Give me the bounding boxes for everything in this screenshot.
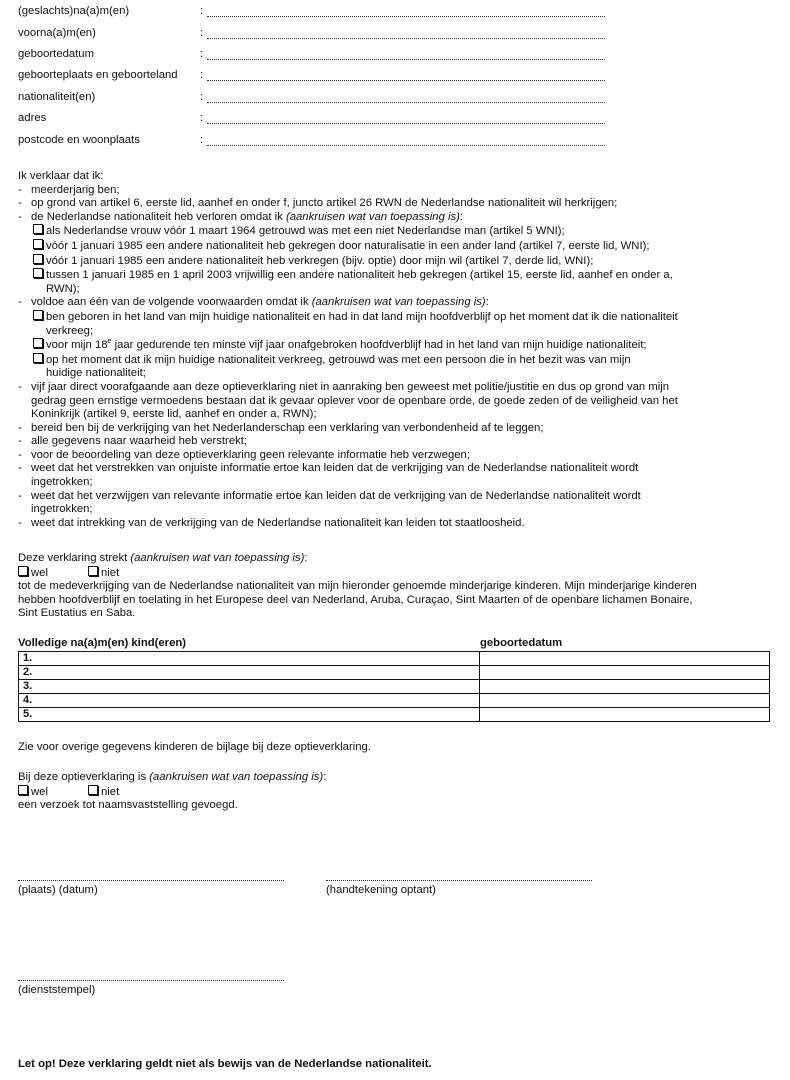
checkbox-icon[interactable] (88, 566, 98, 576)
table-row (19, 694, 770, 708)
field-label: (geslachts)na(a)m(en) (18, 5, 130, 17)
field-colon: : (200, 112, 204, 124)
table-row (19, 708, 770, 722)
field-surname[interactable] (18, 5, 778, 21)
extension-text: tot de medeverkrijging van de Nederlandse nationaliteit van mijn hieronder genoemde minderjarige kinderen. Mijn minderjarige kinderen (18, 580, 697, 593)
option-wel[interactable]: wel (18, 566, 88, 581)
stamp-label: (dienststempel) (18, 984, 96, 996)
declaration-section (18, 170, 774, 530)
child-name-cell[interactable]: 2. (19, 666, 480, 680)
child-name-cell[interactable]: 4. (19, 694, 480, 708)
option-wel[interactable]: wel (18, 785, 88, 800)
field-dotted-line[interactable] (207, 59, 605, 60)
field-colon: : (200, 5, 204, 17)
checkbox-icon[interactable] (33, 310, 43, 320)
child-name-cell[interactable]: 1. (19, 652, 480, 666)
name-request-text: een verzoek tot naamsvaststelling gevoegd. (18, 799, 238, 812)
extension-options (18, 566, 774, 581)
field-colon: : (200, 91, 204, 103)
field-colon: : (200, 27, 204, 39)
condition-option[interactable]: op het moment dat ik mijn huidige nationaliteit verkreeg, getrouwd was met een persoon die in het bezit was van mijn (18, 353, 774, 368)
place-date-line[interactable] (18, 880, 284, 881)
declaration-item: - voor de beoordeling van deze optieverklaring geen relevante informatie heb verzwegen; (18, 448, 470, 461)
extension-text: Sint Eustatius en Saba. (18, 607, 136, 620)
signature-label: (handtekening optant) (326, 884, 436, 896)
declaration-item-continuation: Koninkrijk (artikel 9, eerste lid, aanhef en onder a, RWN); (31, 408, 317, 421)
child-name-cell[interactable]: 5. (19, 708, 480, 722)
loss-option[interactable]: vóór 1 januari 1985 een andere nationaliteit heb verkregen (bijv. optie) door mijn wil (artikel 7, derde lid, WNI); (18, 254, 774, 269)
name-request-options (18, 785, 774, 800)
declaration-item: - op grond van artikel 6, eerste lid, aanhef en onder f, juncto artikel 26 RWN de Nederlandse nationaliteit wil herkrijgen; (18, 197, 618, 210)
extension-section (18, 552, 774, 621)
field-birth-date[interactable] (18, 48, 778, 64)
stamp-line[interactable] (18, 980, 284, 981)
extension-text: hebben hoofdverblijf en toelating in het Europese deel van Nederland, Aruba, Curaçao, Sint Maarten of de openbare lichamen Bonaire, (18, 593, 693, 606)
declaration-item: - voldoe aan één van de volgende voorwaarden omdat ik (aankruisen wat van toepassing is): (18, 296, 489, 309)
checkbox-icon[interactable] (33, 268, 43, 278)
field-label: postcode en woonplaats (18, 134, 140, 146)
checkbox-icon[interactable] (33, 239, 43, 249)
field-label: geboorteplaats en geboorteland (18, 69, 178, 81)
loss-option[interactable]: vóór 1 januari 1985 een andere nationaliteit heb gekregen door naturalisatie in een ander land (artikel 7, eerste lid, WNI); (18, 239, 774, 254)
condition-option-continuation: verkreeg; (46, 324, 94, 337)
field-label: nationaliteit(en) (18, 91, 96, 103)
declaration-item: - meerderjarig ben; (18, 183, 120, 196)
field-dotted-line[interactable] (207, 16, 605, 17)
field-dotted-line[interactable] (207, 145, 605, 146)
warning-text: Let op! Deze verklaring geldt niet als bewijs van de Nederlandse nationaliteit. (18, 1058, 432, 1070)
condition-option[interactable]: voor mijn 18e jaar gedurende ten minste vijf jaar onafgebroken hoofdverblijf had in het land van mijn huidige nationaliteit; (18, 338, 774, 353)
place-date-label: (plaats) (datum) (18, 884, 98, 896)
option-niet[interactable]: niet (88, 786, 119, 798)
appendix-note: Zie voor overige gegevens kinderen de bijlage bij deze optieverklaring. (18, 741, 371, 753)
field-dotted-line[interactable] (207, 102, 605, 103)
field-colon: : (200, 134, 204, 146)
child-birthdate-cell[interactable] (480, 652, 770, 666)
declaration-item-continuation: gedrag geen ernstige vermoedens bestaan dat ik gevaar oplever voor de openbare orde, de goede zeden of de veiligheid van het (31, 394, 678, 407)
loss-option[interactable]: als Nederlandse vrouw vóór 1 maart 1964 getrouwd was met een niet Nederlandse man (artikel 5 WNI); (18, 224, 774, 239)
declaration-item: - alle gegevens naar waarheid heb verstrekt; (18, 435, 248, 448)
children-name-header: Volledige na(a)m(en) kind(eren) (18, 637, 187, 649)
child-name-cell[interactable]: 3. (19, 680, 480, 694)
table-row (19, 680, 770, 694)
field-nationality[interactable] (18, 91, 778, 107)
name-request-intro: Bij deze optieverklaring is (aankruisen wat van toepassing is): (18, 771, 327, 783)
loss-option-continuation: RWN); (46, 282, 80, 295)
declaration-item-continuation: ingetrokken; (31, 503, 93, 516)
field-address[interactable] (18, 112, 778, 128)
declaration-item: - bereid ben bij de verkrijging van het Nederlanderschap een verklaring van verbondenheid af te leggen; (18, 421, 544, 434)
loss-option[interactable]: tussen 1 januari 1985 en 1 april 2003 vrijwillig een andere nationaliteit heb gekregen (artikel 15, eerste lid, aanhef en onder a, (18, 268, 774, 283)
checkbox-icon[interactable] (33, 353, 43, 363)
condition-option[interactable]: ben geboren in het land van mijn huidige nationaliteit en had in dat land mijn hoofdverblijf op het moment dat ik die nationaliteit (18, 310, 774, 325)
declaration-item-continuation: ingetrokken; (31, 476, 93, 489)
field-dotted-line[interactable] (207, 80, 605, 81)
child-birthdate-cell[interactable] (480, 708, 770, 722)
field-birth-place-country[interactable] (18, 69, 778, 85)
field-label: voorna(a)m(en) (18, 27, 96, 39)
declaration-item: - weet dat intrekking van de verkrijging van de Nederlandse nationaliteit kan leiden tot staatloosheid. (18, 516, 525, 529)
checkbox-icon[interactable] (18, 566, 28, 576)
child-birthdate-cell[interactable] (480, 666, 770, 680)
name-request-section (18, 771, 774, 813)
checkbox-icon[interactable] (88, 785, 98, 795)
declaration-item: - weet dat het verstrekken van onjuiste informatie ertoe kan leiden dat de verkrijging van de Nederlandse nationaliteit wordt (18, 462, 639, 475)
children-birthdate-header: geboortedatum (480, 637, 563, 649)
signature-line[interactable] (326, 880, 592, 881)
child-birthdate-cell[interactable] (480, 694, 770, 708)
field-dotted-line[interactable] (207, 123, 605, 124)
field-postcode-city[interactable] (18, 134, 778, 150)
table-row (19, 652, 770, 666)
field-label: geboortedatum (18, 48, 94, 60)
declaration-item: - weet dat het verzwijgen van relevante informatie ertoe kan leiden dat de verkrijging van de Nederlandse nationaliteit wordt (18, 489, 641, 502)
checkbox-icon[interactable] (18, 785, 28, 795)
field-colon: : (200, 69, 204, 81)
field-label: adres (18, 112, 47, 124)
checkbox-icon[interactable] (33, 224, 43, 234)
condition-option-continuation: huidige nationaliteit; (46, 367, 146, 380)
children-table (18, 651, 770, 722)
checkbox-icon[interactable] (33, 338, 43, 348)
extension-intro: Deze verklaring strekt (aankruisen wat van toepassing is): (18, 552, 308, 564)
declaration-intro: Ik verklaar dat ik: (18, 170, 104, 182)
field-colon: : (200, 48, 204, 60)
declaration-item: - vijf jaar direct voorafgaande aan deze optieverklaring niet in aanraking ben geweest met politie/justitie en dus op grond van mijn (18, 380, 670, 393)
child-birthdate-cell[interactable] (480, 680, 770, 694)
checkbox-icon[interactable] (33, 254, 43, 264)
field-dotted-line[interactable] (207, 38, 605, 39)
declaration-item: - de Nederlandse nationaliteit heb verloren omdat ik (aankruisen wat van toepassing is): (18, 210, 464, 223)
field-given-names[interactable] (18, 27, 778, 43)
option-niet[interactable]: niet (88, 567, 119, 579)
table-row (19, 666, 770, 680)
